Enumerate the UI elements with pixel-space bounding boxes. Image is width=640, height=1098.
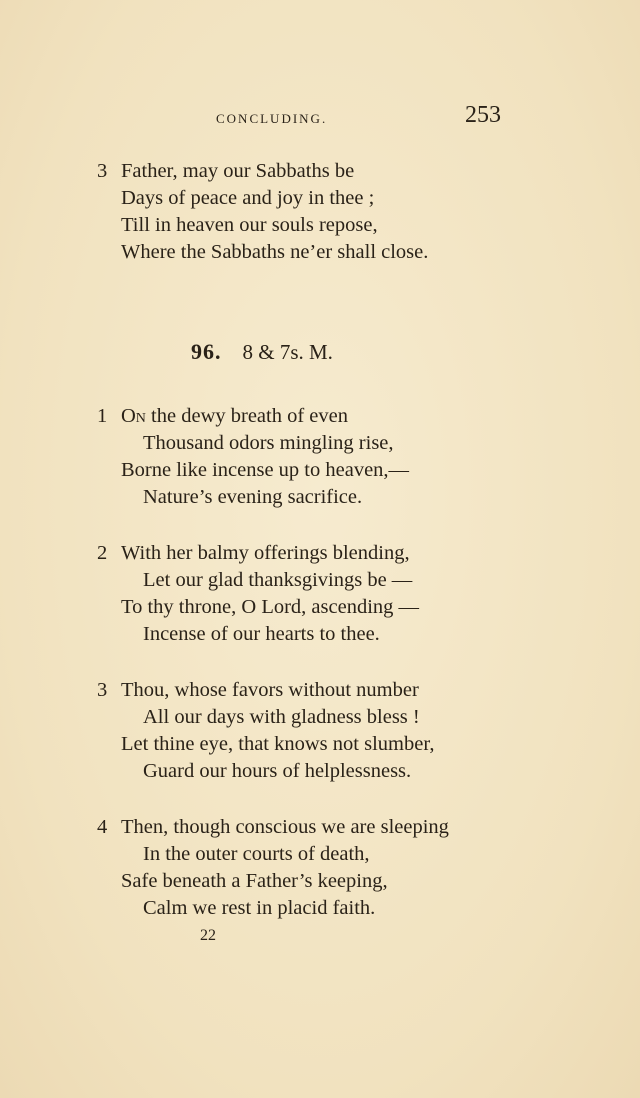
hymn-meter: 8 & 7s. M. <box>242 340 333 364</box>
verse-line: With her balmy offerings blending, <box>121 542 410 564</box>
verse-number: 1 <box>97 405 108 427</box>
signature-mark: 22 <box>200 927 216 944</box>
verse-line: Father, may our Sabbaths be <box>121 160 355 182</box>
verse-line: In the outer courts of death, <box>143 843 370 865</box>
first-word: On <box>121 405 146 427</box>
verse-line-rest: the dewy breath of even <box>145 405 348 427</box>
verse-line: All our days with gladness bless ! <box>143 706 420 728</box>
verse-line: To thy throne, O Lord, ascending — <box>121 596 420 618</box>
verse-line: Let thine eye, that knows not slumber, <box>121 733 435 755</box>
verse-line: Thou, whose favors without number <box>121 679 419 701</box>
verse-line: Calm we rest in placid faith. <box>143 897 376 919</box>
verse-line <box>121 405 348 428</box>
verse-line: Thousand odors mingling rise, <box>143 432 394 454</box>
verse-line: Then, though conscious we are sleeping <box>121 816 449 838</box>
verse-line: Let our glad thanksgivings be — <box>143 569 413 591</box>
verse-line: Days of peace and joy in thee ; <box>121 187 375 209</box>
verse-line: Nature’s evening sacrifice. <box>143 486 363 508</box>
hymn-heading <box>191 339 333 365</box>
verse-line: Safe beneath a Father’s keeping, <box>121 870 388 892</box>
verse-number: 3 <box>97 679 108 701</box>
running-head: CONCLUDING. <box>216 111 328 126</box>
hymn-number: 96. <box>191 339 222 364</box>
page-number: 253 <box>465 102 501 128</box>
verse-number: 4 <box>97 816 108 838</box>
verse-line: Guard our hours of helplessness. <box>143 760 412 782</box>
verse-line: Where the Sabbaths ne’er shall close. <box>121 241 429 263</box>
verse-line: Borne like incense up to heaven,— <box>121 459 410 481</box>
verse-number: 2 <box>97 542 108 564</box>
verse-number: 3 <box>97 160 108 182</box>
verse-line: Incense of our hearts to thee. <box>143 623 380 645</box>
verse-line: Till in heaven our souls repose, <box>121 214 378 236</box>
